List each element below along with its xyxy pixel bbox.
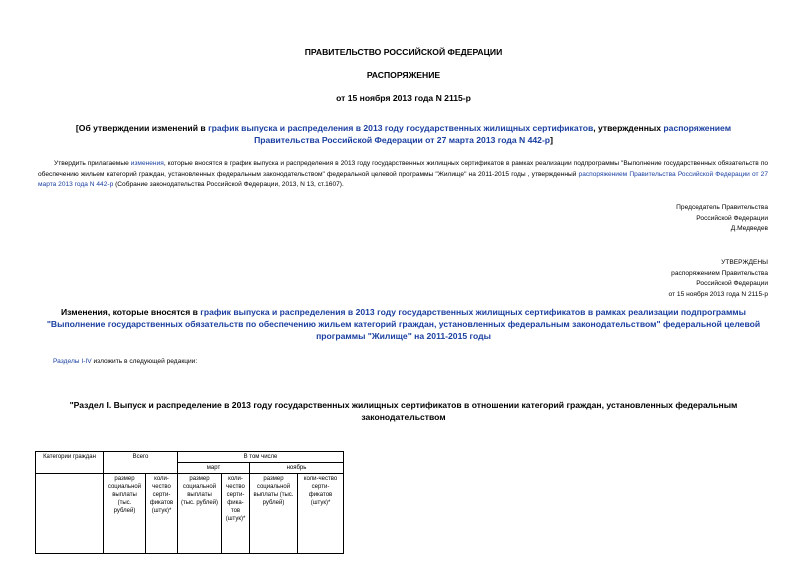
- certificates-table: [35, 451, 344, 554]
- section-1-title: "Раздел I. Выпуск и распределение в 2013 году государственных жилищных сертификатов в отношении категорий граждан, установленных федеральным законодательством: [69, 400, 738, 422]
- intro-text-1: Утвердить прилагаемые: [54, 160, 131, 167]
- intro-paragraph: [38, 159, 768, 191]
- document-date-number: от 15 ноября 2013 года N 2115-р: [336, 93, 471, 103]
- sub-header-total-count: коли-чество серти-фикатов (штук)*: [146, 474, 178, 554]
- changes-title: [45, 306, 762, 342]
- sub-header-march-amount: размер социальной выплаты (тыс. рублей): [178, 474, 222, 554]
- intro-order-link[interactable]: распоряжением Правительства Российской Федерации от 27 марта 2013 года N 442-р: [38, 170, 768, 188]
- sub-header-empty: [36, 474, 104, 554]
- intro-changes-link[interactable]: изменения: [130, 160, 164, 167]
- signature-title: Председатель Правительства: [676, 204, 768, 211]
- subject-prefix: [Об утверждении изменений в: [75, 123, 209, 133]
- document-subject: [30, 122, 777, 146]
- subject-order-link-continued[interactable]: Правительства Российской Федерации от 27 марта 2013 года N 442-р: [254, 135, 551, 145]
- approved-country: Российской Федерации: [696, 280, 768, 288]
- approved-date: от 15 ноября 2013 года N 2115-р: [668, 290, 768, 298]
- government-heading: ПРАВИТЕЛЬСТВО РОССИЙСКОЙ ФЕДЕРАЦИИ: [304, 47, 503, 57]
- sub-header-total-amount: размер социальной выплаты (тыс. рублей): [104, 474, 146, 554]
- changes-title-link[interactable]: график выпуска и распределения в 2013 году государственных жилищных сертификатов в рамках реализации подпрограммы "Выполнение государственных обязательств по обеспечению жильем категорий граждан, установленных федеральным законодательством" федеральной целевой программы "Жилище" на 2011-2015 годы: [46, 307, 761, 341]
- sub-header-november-amount: размер социальной выплаты (тыс. рублей): [250, 474, 298, 554]
- sub-header-november-count: коли-чество серти-фикатов (штук)*: [298, 474, 344, 554]
- signature-country: Российской Федерации: [696, 214, 768, 222]
- col-november-header: ноябрь: [250, 463, 344, 474]
- signature-block: [500, 203, 768, 235]
- signature-name: Д.Медведев: [730, 225, 768, 233]
- sections-note-text: изложить в следующей редакции:: [91, 358, 198, 365]
- changes-title-prefix: Изменения, которые вносятся в: [60, 307, 201, 317]
- subject-schedule-link[interactable]: график выпуска и распределения в 2013 году государственных жилищных сертификатов: [208, 123, 594, 133]
- subject-suffix: ]: [550, 135, 553, 145]
- col-march-header: март: [178, 463, 250, 474]
- col-category-header: Категории граждан: [36, 452, 104, 474]
- sections-link[interactable]: Разделы I-IV: [53, 358, 92, 365]
- approved-by: распоряжением Правительства: [671, 269, 768, 277]
- approved-block: [500, 258, 768, 300]
- intro-text-3: (Собрание законодательства Российской Федерации, 2013, N 13, ст.1607).: [113, 181, 344, 188]
- sections-note: [53, 357, 197, 368]
- col-total-header: Всего: [104, 452, 178, 474]
- sub-header-march-count: коли-чество серти-фика-тов (штук)*: [222, 474, 250, 554]
- subject-middle: , утвержденных: [593, 123, 664, 133]
- approved-heading: УТВЕРЖДЕНЫ: [721, 259, 768, 266]
- col-including-header: В том числе: [178, 452, 344, 463]
- intro-text-2: , которые вносятся в график выпуска и распределения в 2013 году государственных жилищных сертификатов в рамках реализации подпрограммы "Выполнение государственных обязательств по обеспечению жильем категорий граждан, установленных федеральным законодательством" федеральной целевой программы "Жилище" на 2011-2015 годы , утвержденный: [38, 160, 768, 178]
- document-type: РАСПОРЯЖЕНИЕ: [366, 70, 441, 80]
- subject-order-link[interactable]: распоряжением: [663, 123, 732, 133]
